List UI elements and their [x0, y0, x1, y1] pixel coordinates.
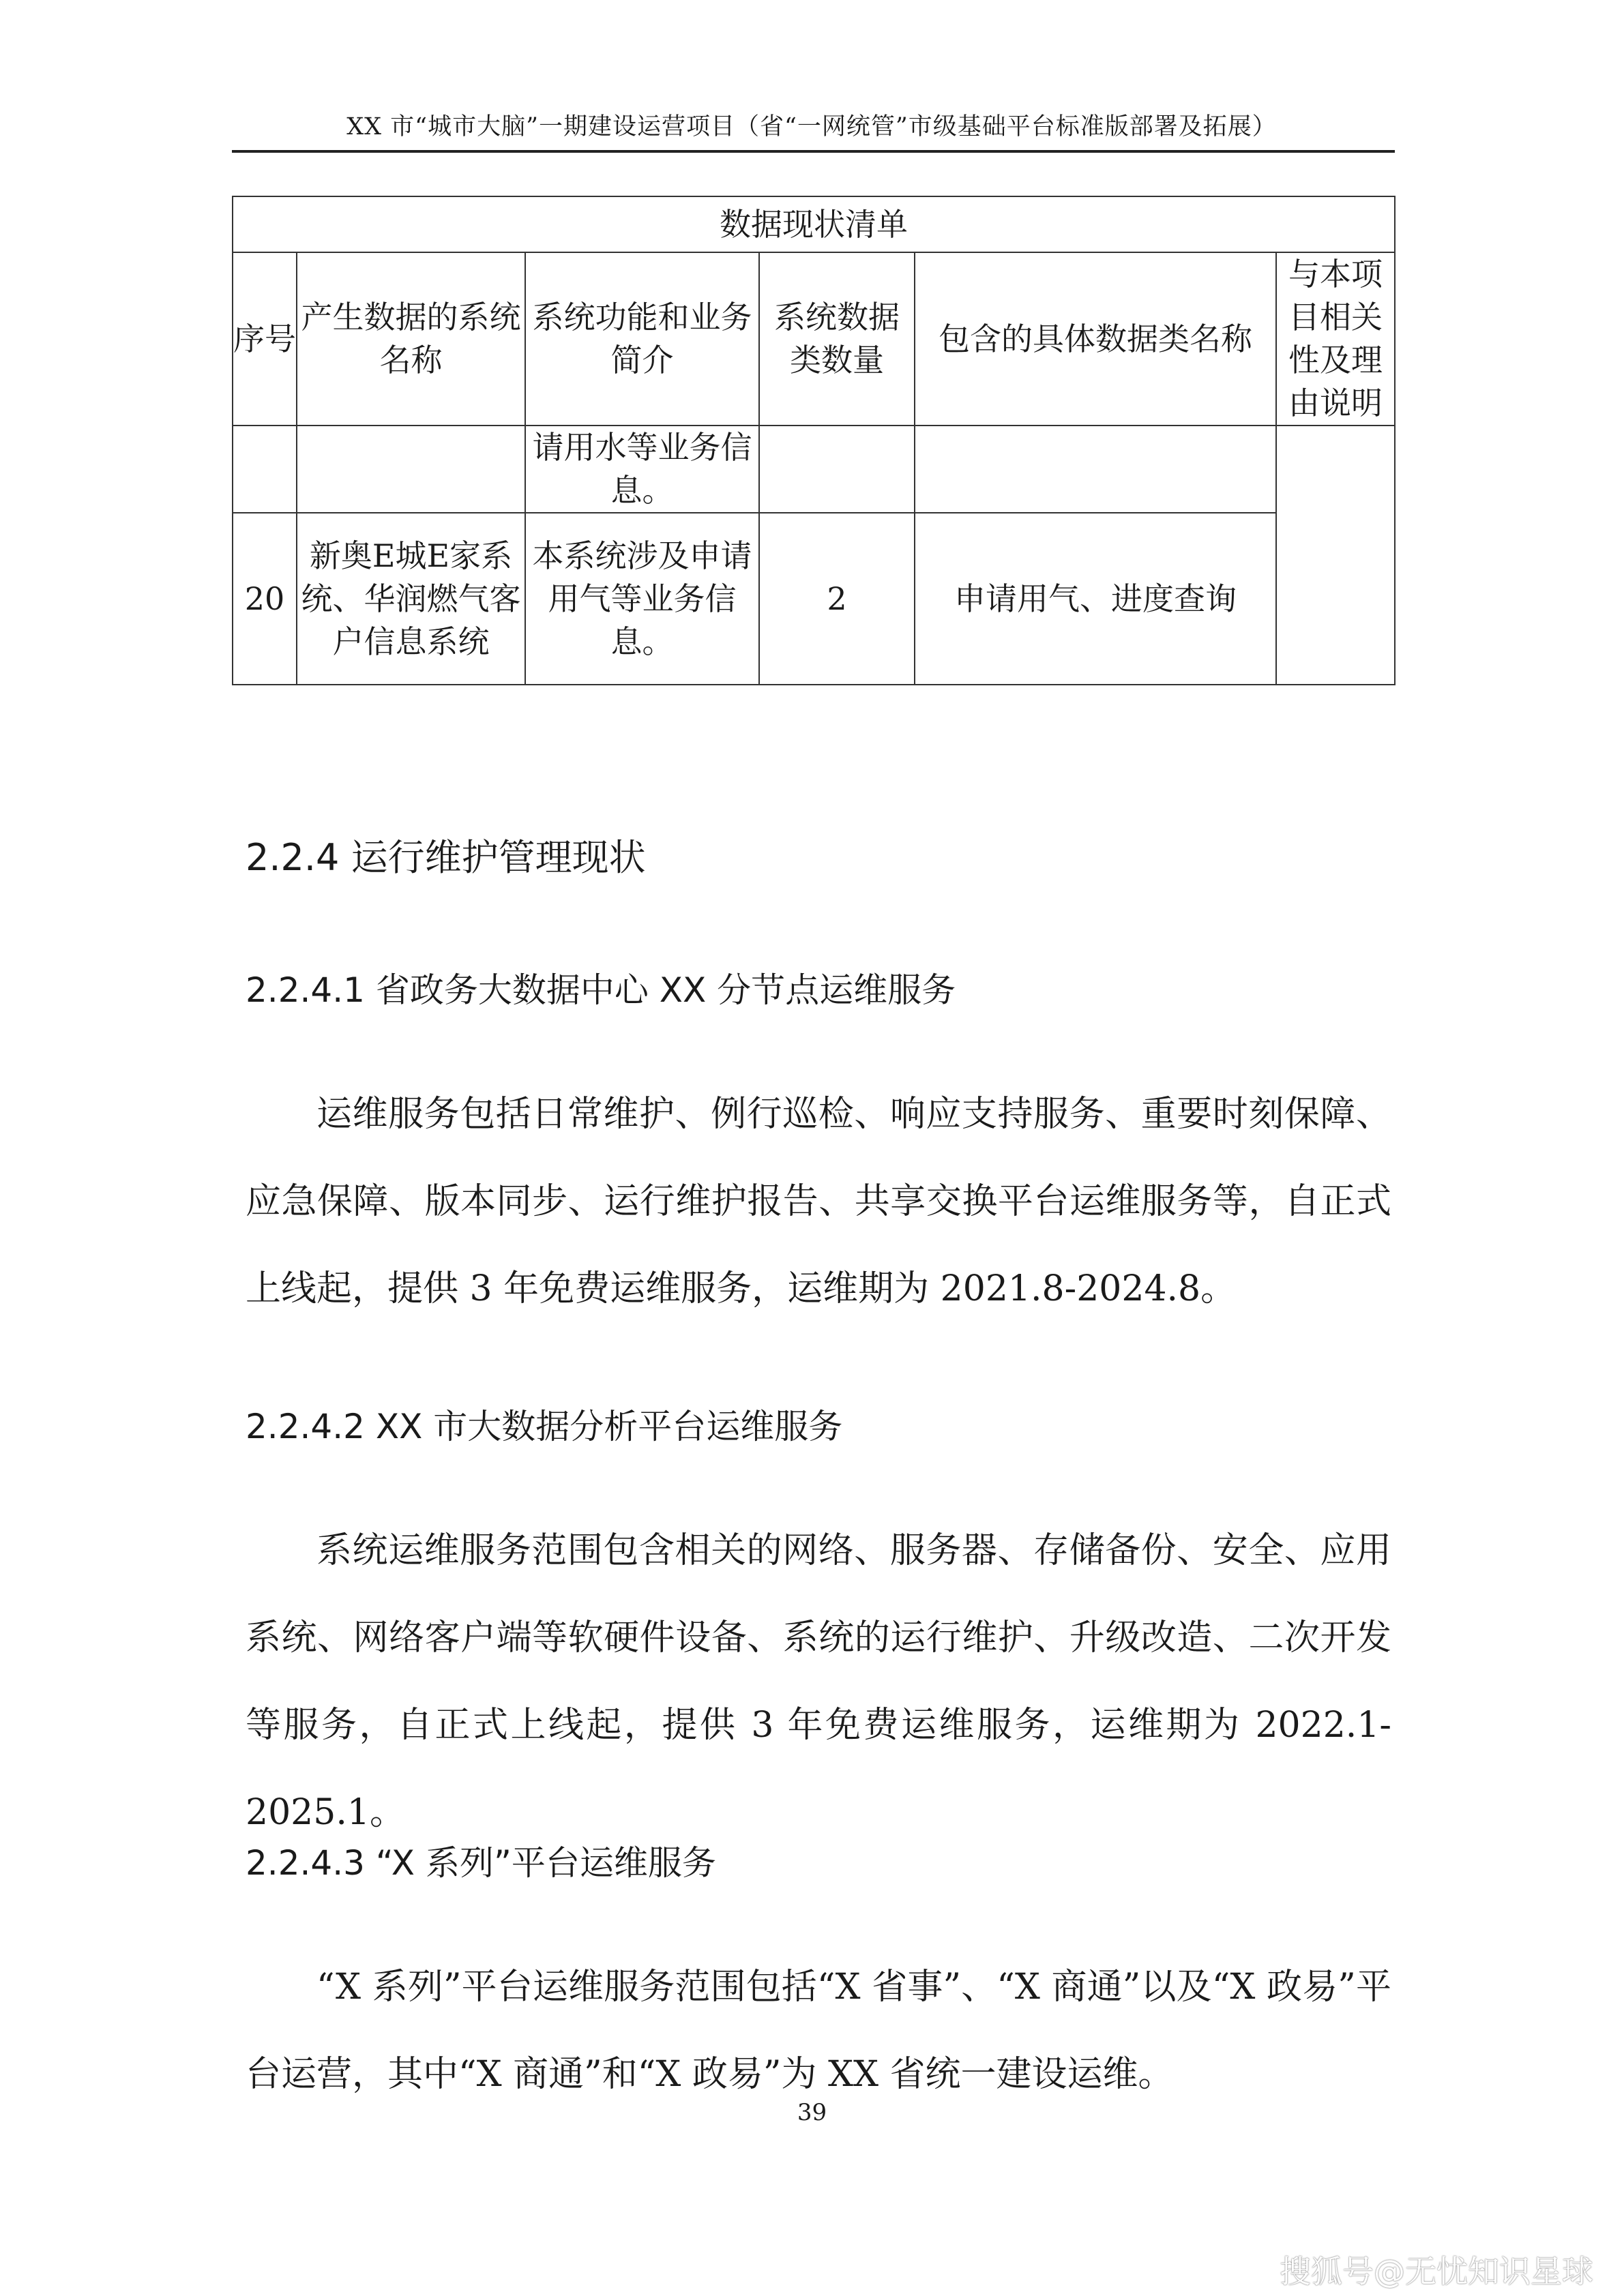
cell-system [297, 426, 525, 513]
section-heading-2-2-4: 2.2.4 运行维护管理现状 [246, 836, 646, 879]
column-header-seq: 序号 [233, 252, 297, 426]
cell-function: 请用水等业务信息。 [525, 426, 759, 513]
section-heading-2-2-4-3: 2.2.4.3 “X 系列”平台运维服务 [246, 1843, 716, 1883]
column-header-function: 系统功能和业务简介 [525, 252, 759, 426]
section-heading-2-2-4-1: 2.2.4.1 省政务大数据中心 XX 分节点运维服务 [246, 970, 956, 1010]
cell-names: 申请用气、进度查询 [915, 513, 1276, 685]
cell-names [915, 426, 1276, 513]
cell-seq: 20 [233, 513, 297, 685]
cell-seq [233, 426, 297, 513]
data-status-table [232, 196, 1396, 685]
column-header-system: 产生数据的系统名称 [297, 252, 525, 426]
header-rule [232, 150, 1395, 153]
cell-system: 新奥E城E家系统、华润燃气客户信息系统 [297, 513, 525, 685]
cell-count [759, 426, 915, 513]
paragraph-2-2-4-3: “X 系列”平台运维服务范围包括“X 省事”、“X 商通”以及“X 政易”平台运营，其中“X 商通”和“X 政易”为 XX 省统一建设运维。 [246, 1967, 1391, 2095]
column-header-names: 包含的具体数据类名称 [915, 252, 1276, 426]
column-header-relevance: 与本项目相关性及理由说明 [1276, 252, 1395, 426]
table-row [233, 513, 1395, 685]
column-header-count: 系统数据类数量 [759, 252, 915, 426]
paragraph-2-2-4-2: 系统运维服务范围包含相关的网络、服务器、存储备份、安全、应用系统、网络客户端等软硬件设备、系统的运行维护、升级改造、二次开发等服务，自正式上线起，提供 3 年免费运维服务，运维期为 2022.1-2025.1。 [246, 1530, 1391, 1833]
cell-count: 2 [759, 513, 915, 685]
watermark: 搜狐号@无忧知识星球 [1280, 2253, 1593, 2290]
section-heading-2-2-4-2: 2.2.4.2 XX 市大数据分析平台运维服务 [246, 1407, 843, 1446]
page-header: XX 市“城市大脑”一期建设运营项目（省“一网统管”市级基础平台标准版部署及拓展） [346, 113, 1277, 140]
table-row [233, 426, 1395, 513]
paragraph-2-2-4-1: 运维服务包括日常维护、例行巡检、响应支持服务、重要时刻保障、应急保障、版本同步、运行维护报告、共享交换平台运维服务等，自正式上线起，提供 3 年免费运维服务，运维期为 2021.8-2024.8。 [246, 1094, 1391, 1309]
table-caption: 数据现状清单 [233, 196, 1395, 252]
cell-function: 本系统涉及申请用气等业务信息。 [525, 513, 759, 685]
page-number: 39 [797, 2099, 827, 2126]
cell-relevance [1276, 426, 1395, 685]
